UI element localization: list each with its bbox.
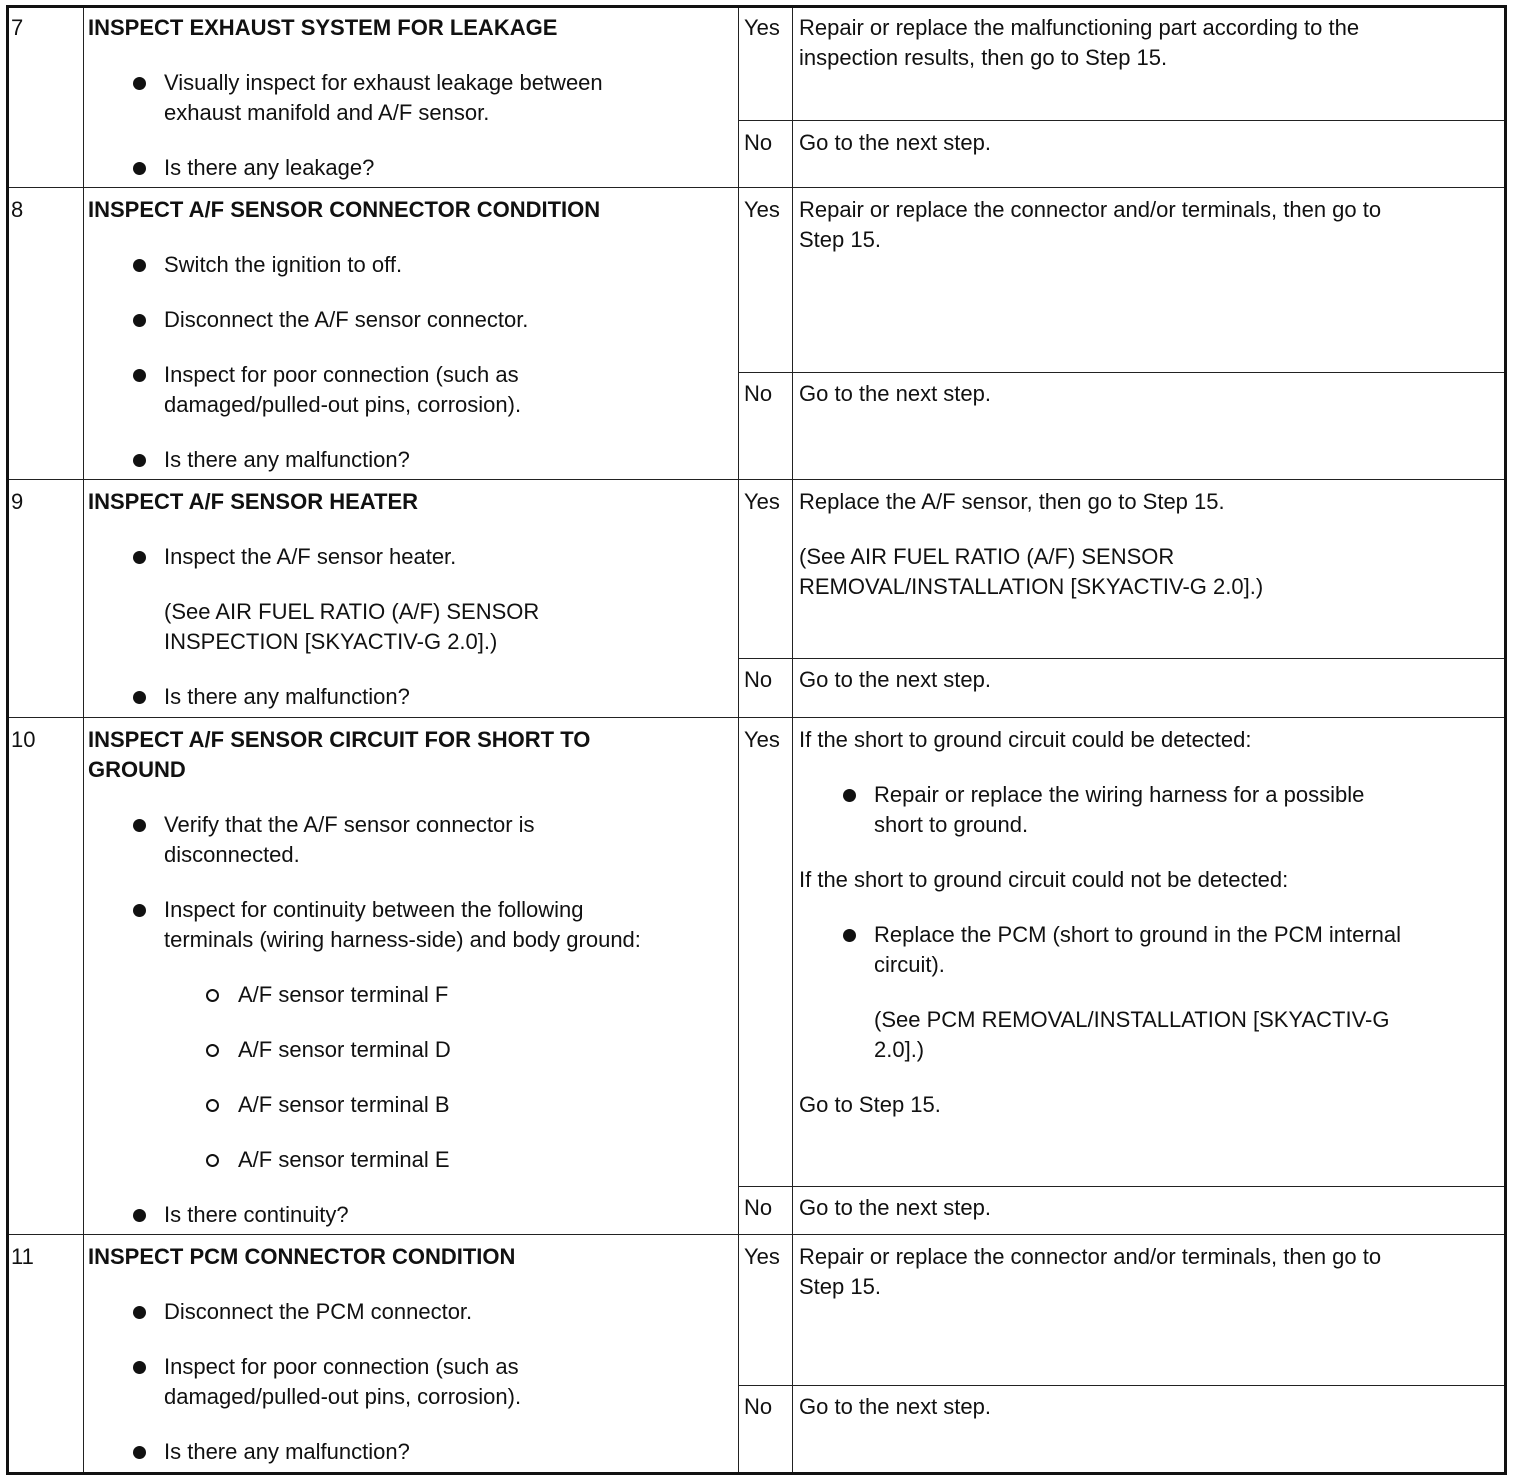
step-number: 10	[11, 727, 36, 752]
action-text: Inspect the A/F sensor heater.	[164, 544, 457, 569]
action-text: damaged/pulled-out pins, corrosion).	[164, 392, 522, 417]
step-number: 7	[11, 15, 24, 40]
bullet-icon	[133, 77, 146, 90]
action-text: terminals (wiring harness-side) and body ground:	[164, 927, 641, 952]
step-number: 9	[11, 489, 24, 514]
action-text: disconnected.	[164, 842, 300, 867]
yes-result-text: Go to Step 15.	[799, 1092, 941, 1117]
yes-result-text: Step 15.	[799, 1274, 881, 1299]
sub-bullet-icon	[206, 989, 219, 1002]
step-title: INSPECT PCM CONNECTOR CONDITION	[88, 1244, 516, 1269]
bullet-icon	[133, 162, 146, 175]
no-label: No	[744, 381, 773, 406]
sub-bullet-icon	[206, 1099, 219, 1112]
yes-no-divider	[738, 1385, 1504, 1386]
step-title: INSPECT A/F SENSOR HEATER	[88, 489, 419, 514]
no-label: No	[744, 1394, 773, 1419]
no-result-text: Go to the next step.	[799, 1394, 992, 1419]
yes-label: Yes	[744, 1244, 780, 1269]
reference-text: (See PCM REMOVAL/INSTALLATION [SKYACTIV-G	[874, 1007, 1390, 1032]
terminal-item: A/F sensor terminal F	[238, 982, 449, 1007]
yes-no-divider	[738, 372, 1504, 373]
yes-condition-text: If the short to ground circuit could be detected:	[799, 727, 1252, 752]
sub-bullet-icon	[206, 1044, 219, 1057]
row-divider	[9, 187, 1504, 188]
yes-no-divider	[738, 120, 1504, 121]
bullet-icon	[133, 1306, 146, 1319]
row-divider	[9, 479, 1504, 480]
action-text: damaged/pulled-out pins, corrosion).	[164, 1384, 522, 1409]
action-text: Visually inspect for exhaust leakage between	[164, 70, 603, 95]
bullet-icon	[133, 551, 146, 564]
action-text: Is there any malfunction?	[164, 684, 410, 709]
step-title: INSPECT A/F SENSOR CIRCUIT FOR SHORT TO	[88, 727, 591, 752]
yes-result-text: Replace the A/F sensor, then go to Step 15.	[799, 489, 1225, 514]
action-text: Disconnect the PCM connector.	[164, 1299, 473, 1324]
bullet-icon	[133, 1361, 146, 1374]
step-title: INSPECT EXHAUST SYSTEM FOR LEAKAGE	[88, 15, 558, 40]
terminal-item: A/F sensor terminal E	[238, 1147, 450, 1172]
yes-label: Yes	[744, 15, 780, 40]
yes-result-text: short to ground.	[874, 812, 1029, 837]
bullet-icon	[133, 904, 146, 917]
reference-text: (See AIR FUEL RATIO (A/F) SENSOR	[164, 599, 540, 624]
sub-bullet-icon	[206, 1154, 219, 1167]
yes-result-text: Repair or replace the connector and/or terminals, then go to	[799, 197, 1382, 222]
yes-result-text: inspection results, then go to Step 15.	[799, 45, 1168, 70]
terminal-item: A/F sensor terminal B	[238, 1092, 450, 1117]
reference-text: REMOVAL/INSTALLATION [SKYACTIV-G 2.0].)	[799, 574, 1264, 599]
row-divider	[9, 1234, 1504, 1235]
action-text: Is there continuity?	[164, 1202, 349, 1227]
bullet-icon	[133, 1209, 146, 1222]
action-text: Is there any malfunction?	[164, 1439, 410, 1464]
bullet-icon	[843, 789, 856, 802]
bullet-icon	[133, 691, 146, 704]
no-result-text: Go to the next step.	[799, 130, 992, 155]
bullet-icon	[133, 1446, 146, 1459]
terminal-item: A/F sensor terminal D	[238, 1037, 451, 1062]
action-text: Disconnect the A/F sensor connector.	[164, 307, 529, 332]
action-text: Inspect for continuity between the following	[164, 897, 584, 922]
no-result-text: Go to the next step.	[799, 1195, 992, 1220]
yes-result-text: Replace the PCM (short to ground in the PCM internal	[874, 922, 1402, 947]
action-text: Inspect for poor connection (such as	[164, 1354, 519, 1379]
yes-result-text: Repair or replace the malfunctioning part according to the	[799, 15, 1360, 40]
bullet-icon	[133, 259, 146, 272]
bullet-icon	[133, 819, 146, 832]
bullet-icon	[133, 369, 146, 382]
yes-result-text: Step 15.	[799, 227, 881, 252]
yes-no-divider	[738, 1186, 1504, 1187]
column-divider-step	[83, 8, 84, 1472]
reference-text: 2.0].)	[874, 1037, 925, 1062]
action-text: Is there any leakage?	[164, 155, 375, 180]
action-text: Verify that the A/F sensor connector is	[164, 812, 535, 837]
yes-label: Yes	[744, 727, 780, 752]
bullet-icon	[133, 314, 146, 327]
column-divider-action	[738, 8, 739, 1472]
yes-condition-text: If the short to ground circuit could not be detected:	[799, 867, 1289, 892]
step-title: INSPECT A/F SENSOR CONNECTOR CONDITION	[88, 197, 601, 222]
yes-label: Yes	[744, 197, 780, 222]
action-text: Is there any malfunction?	[164, 447, 410, 472]
no-label: No	[744, 667, 773, 692]
no-result-text: Go to the next step.	[799, 667, 992, 692]
column-divider-result	[792, 8, 793, 1472]
reference-text: (See AIR FUEL RATIO (A/F) SENSOR	[799, 544, 1175, 569]
bullet-icon	[843, 929, 856, 942]
action-text: Switch the ignition to off.	[164, 252, 403, 277]
action-text: Inspect for poor connection (such as	[164, 362, 519, 387]
step-number: 8	[11, 197, 24, 222]
no-result-text: Go to the next step.	[799, 381, 992, 406]
yes-result-text: circuit).	[874, 952, 945, 977]
no-label: No	[744, 1195, 773, 1220]
step-number: 11	[11, 1244, 34, 1269]
action-text: exhaust manifold and A/F sensor.	[164, 100, 490, 125]
bullet-icon	[133, 454, 146, 467]
step-title: GROUND	[88, 757, 186, 782]
yes-result-text: Repair or replace the connector and/or terminals, then go to	[799, 1244, 1382, 1269]
no-label: No	[744, 130, 773, 155]
yes-label: Yes	[744, 489, 780, 514]
reference-text: INSPECTION [SKYACTIV-G 2.0].)	[164, 629, 498, 654]
row-divider	[9, 717, 1504, 718]
yes-no-divider	[738, 658, 1504, 659]
yes-result-text: Repair or replace the wiring harness for a possible	[874, 782, 1365, 807]
